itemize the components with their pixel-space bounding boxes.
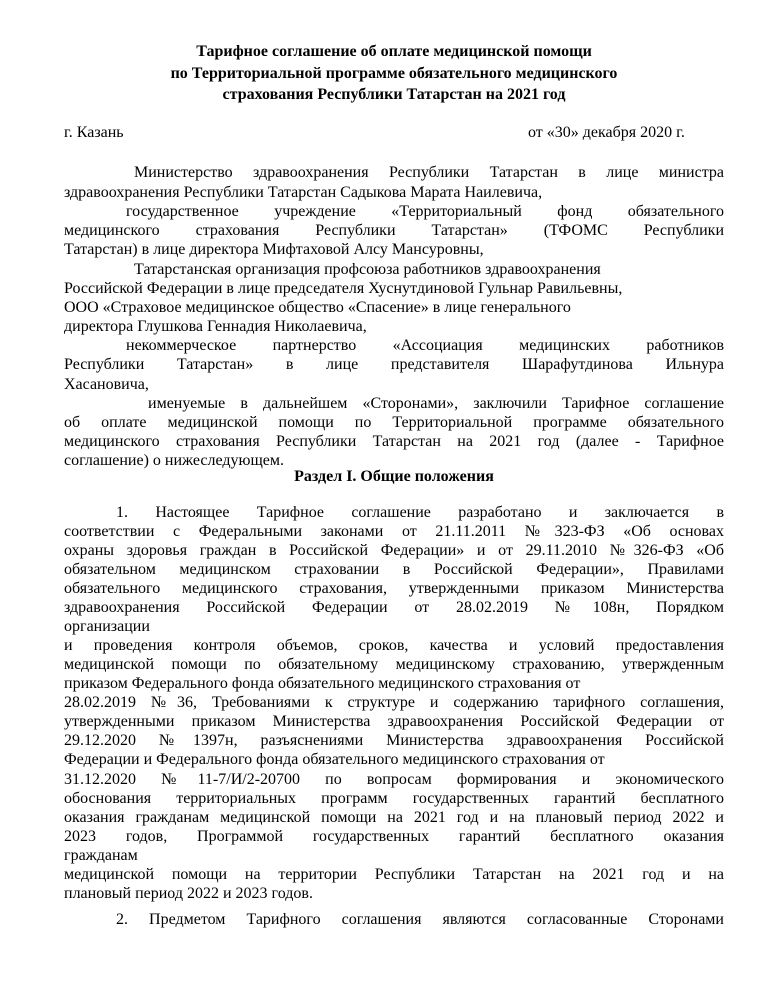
text-line: плановый период 2022 и 2023 годов. [64, 885, 313, 902]
section-heading: Раздел I. Общие положения [294, 468, 494, 485]
text-line: оказания гражданам медицинской помощи на 2021 год и на плановый период 2022 и [64, 809, 724, 826]
text-line: именуемые в дальнейшем «Сторонами», заключили Тарифное соглашение [148, 395, 724, 412]
text-line: 1. Настоящее Тарифное соглашение разработано и заключается в [116, 504, 724, 521]
text-line: 31.12.2020 №11-7/И/2-20700 по вопросам формирования и экономического [64, 771, 724, 788]
text-line: медицинского страхования Республики Татарстан» (ТФОМС Республики [64, 222, 724, 239]
text-line: обязательного медицинского страхования, утвержденными приказом Министерства [64, 580, 724, 597]
text-line: Хасановича, [64, 376, 149, 393]
text-line: медицинской помощи на территории Республики Татарстан на 2021 год и на [64, 866, 724, 883]
text-line: Министерство здравоохранения Республики Татарстан в лице министра [134, 164, 724, 181]
text-line: соответствии с Федеральными законами от 21.11.2011 №323-ФЗ «Об основах [64, 523, 724, 540]
document-title [64, 41, 724, 106]
text-line: Республики Татарстан» в лице представителя Шарафутдинова Ильнура [64, 356, 724, 373]
text-line: медицинского страхования Республики Татарстан на 2021 год (далее - Тарифное [64, 433, 724, 450]
title-line: по Территориальной программе обязательного медицинского [170, 64, 618, 82]
text-line: обязательном медицинском страховании в Российской Федерации», Правилами [64, 561, 724, 578]
text-line: ООО «Страховое медицинское общество «Спасение» в лице генерального [64, 299, 571, 316]
text-line: приказом Федерального фонда обязательного медицинского страхования от [64, 675, 581, 692]
title-line: страхования Республики Татарстан на 2021 год [222, 86, 566, 103]
title-line: Тарифное соглашение об оплате медицинской помощи [196, 43, 592, 60]
text-line: Федерации и Федерального фонда обязательного медицинского страхования от [64, 751, 605, 768]
text-line: организации [64, 618, 150, 635]
text-line: здравоохранения Российской Федерации от 28.02.2019 №108н, Порядком [64, 599, 724, 616]
text-line: 28.02.2019 №36, Требованиями к структуре и содержанию тарифного соглашения, [64, 694, 724, 711]
text-line: директора Глушкова Геннадия Николаевича, [64, 318, 367, 335]
city: г. Казань [64, 124, 124, 141]
document-date: от «30» декабря 2020 г. [528, 124, 685, 141]
text-line: Татарстанская организация профсоюза работников здравоохранения [134, 261, 601, 278]
text-line: 2. Предметом Тарифного соглашения являются согласованные Сторонами [116, 911, 724, 928]
text-line: государственное учреждение «Территориальный фонд обязательного [126, 203, 724, 220]
text-line: гражданам [64, 847, 138, 864]
text-line: утвержденными приказом Министерства здравоохранения Российской Федерации от [64, 713, 724, 730]
text-line: охраны здоровья граждан в Российской Федерации» и от 29.11.2010 №326-ФЗ «Об [64, 542, 724, 559]
text-line: 2023 годов, Программой государственных гарантий бесплатного оказания [64, 828, 724, 845]
text-line: и проведения контроля объемов, сроков, качества и условий предоставления [64, 637, 724, 654]
text-line: об оплате медицинской помощи по Территориальной программе обязательного [64, 414, 724, 431]
text-line: Российской Федерации в лице председателя Хуснутдиновой Гульнар Равильевны, [64, 280, 623, 297]
text-line: некоммерческое партнерство «Ассоциация медицинских работников [126, 337, 724, 354]
text-line: здравоохранения Республики Татарстан Садыкова Марата Наилевича, [64, 184, 543, 201]
text-line: 29.12.2020 №1397н, разъяснениями Министерства здравоохранения Российской [64, 732, 724, 749]
text-line: медицинской помощи по обязательному медицинскому страхованию, утвержденным [64, 656, 724, 673]
text-line: Татарстан) в лице директора Мифтаховой Алсу Мансуровны, [64, 241, 484, 258]
text-line: обоснования территориальных программ государственных гарантий бесплатного [64, 790, 724, 807]
text-line: соглашение) о нижеследующем. [64, 452, 284, 469]
